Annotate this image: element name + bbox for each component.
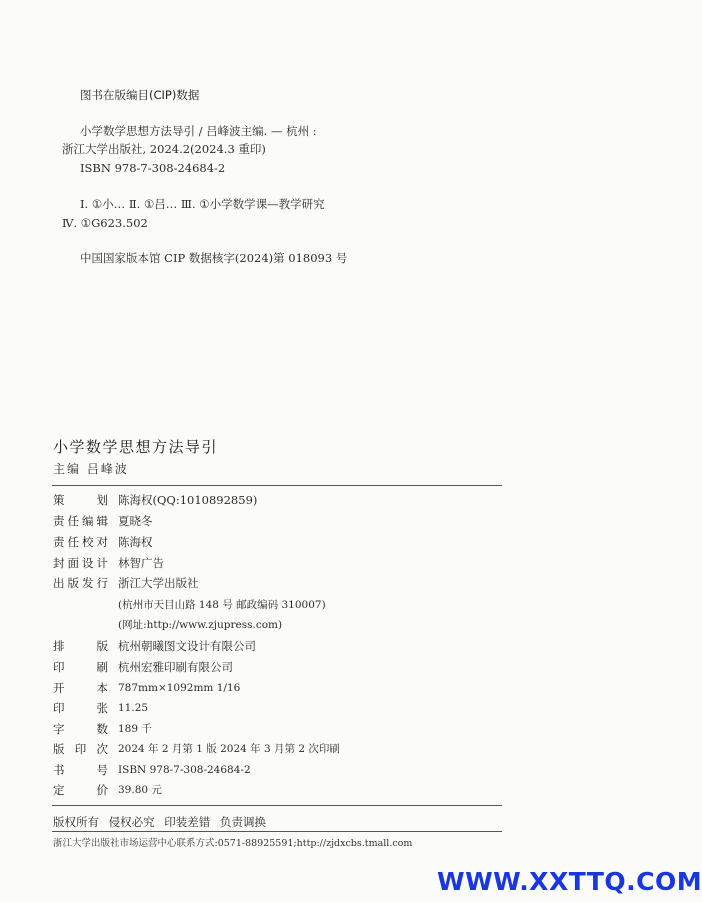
label-cover-design: 封面设计 [53,556,108,570]
cip-line: ISBN 978-7-308-24684-2 [80,161,226,175]
value-editor: 夏晓冬 [118,514,153,528]
label-publisher: 出版发行 [53,576,108,590]
rights-notice: 版权所有 侵权必究 印装差错 负责调换 [53,815,266,829]
cip-line: Ⅰ. ①小… Ⅱ. ①吕… Ⅲ. ①小学数学课—教学研究 [80,197,325,211]
book-editor: 主编 吕峰波 [53,462,129,476]
label-printing: 印刷 [53,660,108,674]
value-printing: 杭州宏雅印刷有限公司 [118,660,233,674]
publisher-website: (网址:http://www.zjupress.com) [118,619,283,631]
publisher-address: (杭州市天目山路 148 号 邮政编码 310007) [118,599,326,611]
divider [52,831,502,832]
label-sheets: 印张 [53,701,108,715]
value-sheets: 11.25 [118,702,149,714]
label-word-count: 字数 [53,722,108,736]
cip-line: 浙江大学出版社, 2024.2(2024.3 重印) [62,142,266,156]
cip-line: Ⅳ. ①G623.502 [62,216,148,230]
cip-header: 图书在版编目(CIP)数据 [80,88,200,102]
value-word-count: 189 千 [118,723,152,735]
label-proofreader: 责任校对 [53,535,108,549]
cip-number: 中国国家版本馆 CIP 数据核字(2024)第 018093 号 [80,251,348,265]
label-planning: 策划 [53,493,108,507]
book-title: 小学数学思想方法导引 [53,438,219,456]
value-price: 39.80 元 [118,784,162,796]
value-planning: 陈海权(QQ:1010892859) [118,493,258,507]
cip-line: 小学数学思想方法导引 / 吕峰波主编. — 杭州 : [80,124,317,138]
label-format: 开本 [53,681,108,695]
value-cover-design: 林智广告 [118,556,164,570]
footer-contact: 浙江大学出版社市场运营中心联系方式:0571-88925591;http://zjdxcbs.tmall.com [53,838,413,849]
value-format: 787mm×1092mm 1/16 [118,682,241,694]
value-edition: 2024 年 2 月第 1 版 2024 年 3 月第 2 次印刷 [118,743,340,755]
label-editor: 责任编辑 [53,514,108,528]
value-typesetting: 杭州朝曦图文设计有限公司 [118,639,256,653]
value-proofreader: 陈海权 [118,535,153,549]
label-isbn: 书号 [53,763,108,777]
label-typesetting: 排版 [53,639,108,653]
watermark: WWW.XXTTQ.COM [437,867,702,896]
label-edition: 版印次 [53,742,108,756]
value-isbn: ISBN 978-7-308-24684-2 [118,764,251,776]
divider [52,485,502,486]
label-price: 定价 [53,783,108,797]
value-publisher: 浙江大学出版社 [118,576,199,590]
divider [52,805,502,806]
